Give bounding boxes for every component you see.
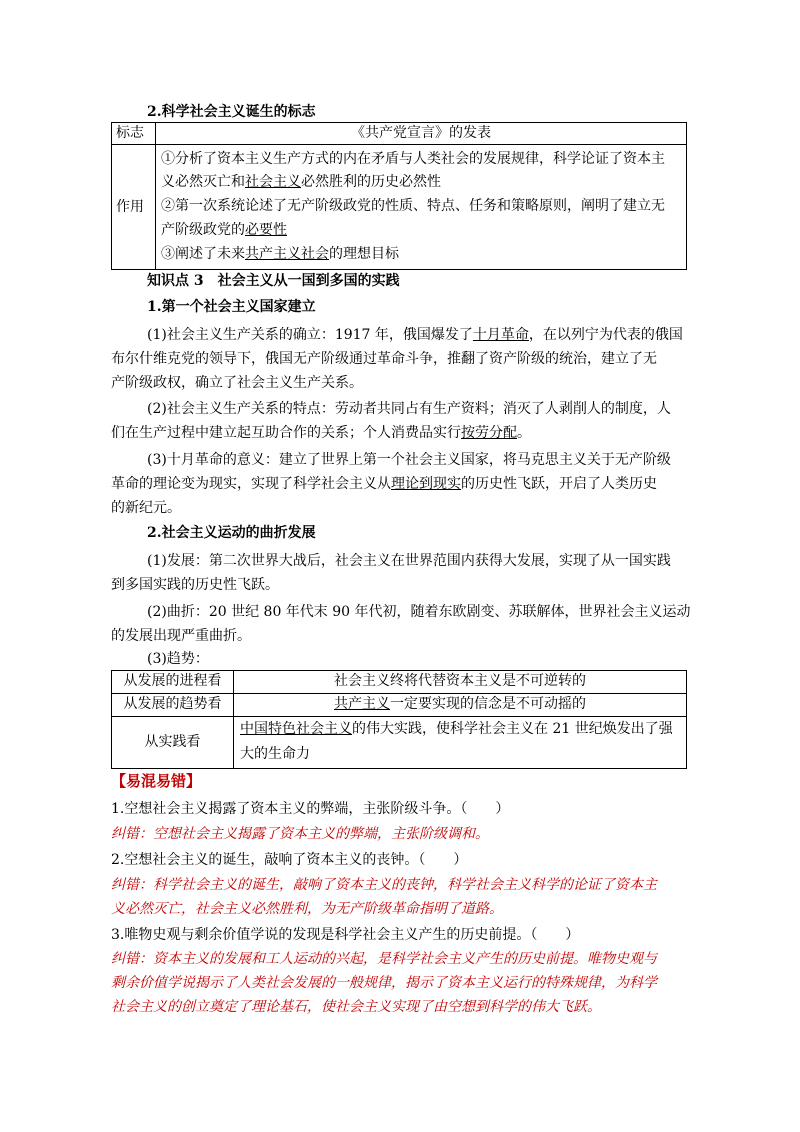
paragraph-line: 的新纪元。	[111, 500, 181, 516]
paragraph-line: (1)社会主义生产关系的确立：1917 年，俄国爆发了十月革命，在以列宁为代表的俄国	[147, 327, 683, 343]
correction: 纠错：空想社会主义揭露了资本主义的弊端，主张阶级调和。	[111, 826, 489, 842]
section-title: 2.科学社会主义诞生的标志	[147, 104, 316, 120]
confuse-title: 【易混易错】	[111, 772, 202, 790]
table-value: 共产主义一定要实现的信念是不可动摇的	[334, 696, 586, 712]
table-value: 大的生命力	[240, 746, 310, 762]
paragraph-line: 的发展出现严重曲折。	[111, 628, 251, 644]
table-divider	[111, 693, 687, 694]
table-value: 中国特色社会主义的伟大实践，使科学社会主义在 21 世纪焕发出了强	[240, 721, 673, 737]
table-text: ②第一次系统论述了无产阶级政党的性质、特点、任务和策略原则，阐明了建立无	[161, 198, 665, 214]
table-value: 《共产党宣言》的发表	[351, 125, 491, 141]
table-text: ①分析了资本主义生产方式的内在矛盾与人类社会的发展规律，科学论证了资本主	[161, 151, 665, 167]
table-label: 从实践看	[144, 734, 201, 750]
paragraph-line: (1)发展：第二次世界大战后，社会主义在世界范围内获得大发展，实现了从一国实践	[147, 553, 671, 569]
paragraph-line: 们在生产过程中建立起互助合作的关系；个人消费品实行按劳分配。	[111, 425, 531, 441]
table-divider	[111, 144, 687, 145]
question: 1.空想社会主义揭露了资本主义的弊端，主张阶级斗争。（ ）	[111, 801, 510, 817]
correction: 剩余价值学说揭示了人类社会发展的一般规律，揭示了资本主义运行的特殊规律，为科学	[111, 975, 657, 991]
paragraph-line: 革命的理论变为现实，实现了科学社会主义从理论到现实的历史性飞跃，开启了人类历史	[111, 476, 657, 492]
correction: 纠错：资本主义的发展和工人运动的兴起，是科学社会主义产生的历史前提。唯物史观与	[111, 951, 657, 967]
section-title: 2.社会主义运动的曲折发展	[147, 525, 316, 541]
paragraph-line: (3)十月革命的意义：建立了世界上第一个社会主义国家，将马克思主义关于无产阶级	[147, 452, 671, 468]
question: 3.唯物史观与剩余价值学说的发现是科学社会主义产生的历史前提。（ ）	[111, 927, 580, 943]
table-label: 作用	[116, 199, 144, 215]
paragraph-line: (3)趋势：	[147, 651, 209, 667]
table-label: 从发展的进程看	[123, 673, 222, 689]
knowledge-point-title: 知识点 3 社会主义从一国到多国的实践	[147, 273, 400, 289]
question: 2.空想社会主义的诞生，敲响了资本主义的丧钟。（ ）	[111, 852, 468, 868]
section-title: 1.第一个社会主义国家建立	[147, 299, 316, 315]
paragraph-line: 到多国实践的历史性飞跃。	[111, 577, 279, 593]
table-text: 义必然灭亡和社会主义必然胜利的历史必然性	[161, 174, 441, 190]
correction: 社会主义的创立奠定了理论基石，使社会主义实现了由空想到科学的伟大飞跃。	[111, 999, 601, 1015]
paragraph-line: (2)社会主义生产关系的特点：劳动者共同占有生产资料；消灭了人剥削人的制度，人	[147, 401, 671, 417]
paragraph-line: 布尔什维克党的领导下，俄国无产阶级通过革命斗争，推翻了资产阶级的统治，建立了无	[111, 351, 657, 367]
correction: 义必然灭亡，社会主义必然胜利，为无产阶级革命指明了道路。	[111, 901, 503, 917]
table-value: 社会主义终将代替资本主义是不可逆转的	[334, 673, 586, 689]
table-text: 产阶级政党的必要性	[161, 222, 287, 238]
correction: 纠错：科学社会主义的诞生，敲响了资本主义的丧钟，科学社会主义科学的论证了资本主	[111, 877, 657, 893]
paragraph-line: (2)曲折：20 世纪 80 年代末 90 年代初，随着东欧剧变、苏联解体，世界社会主义运动	[147, 604, 691, 620]
table-label: 标志	[116, 125, 144, 141]
table-divider	[111, 716, 687, 717]
table-label: 从发展的趋势看	[123, 696, 222, 712]
paragraph-line: 产阶级政权，确立了社会主义生产关系。	[111, 375, 363, 391]
table-text: ③阐述了未来共产主义社会的理想目标	[161, 246, 399, 262]
